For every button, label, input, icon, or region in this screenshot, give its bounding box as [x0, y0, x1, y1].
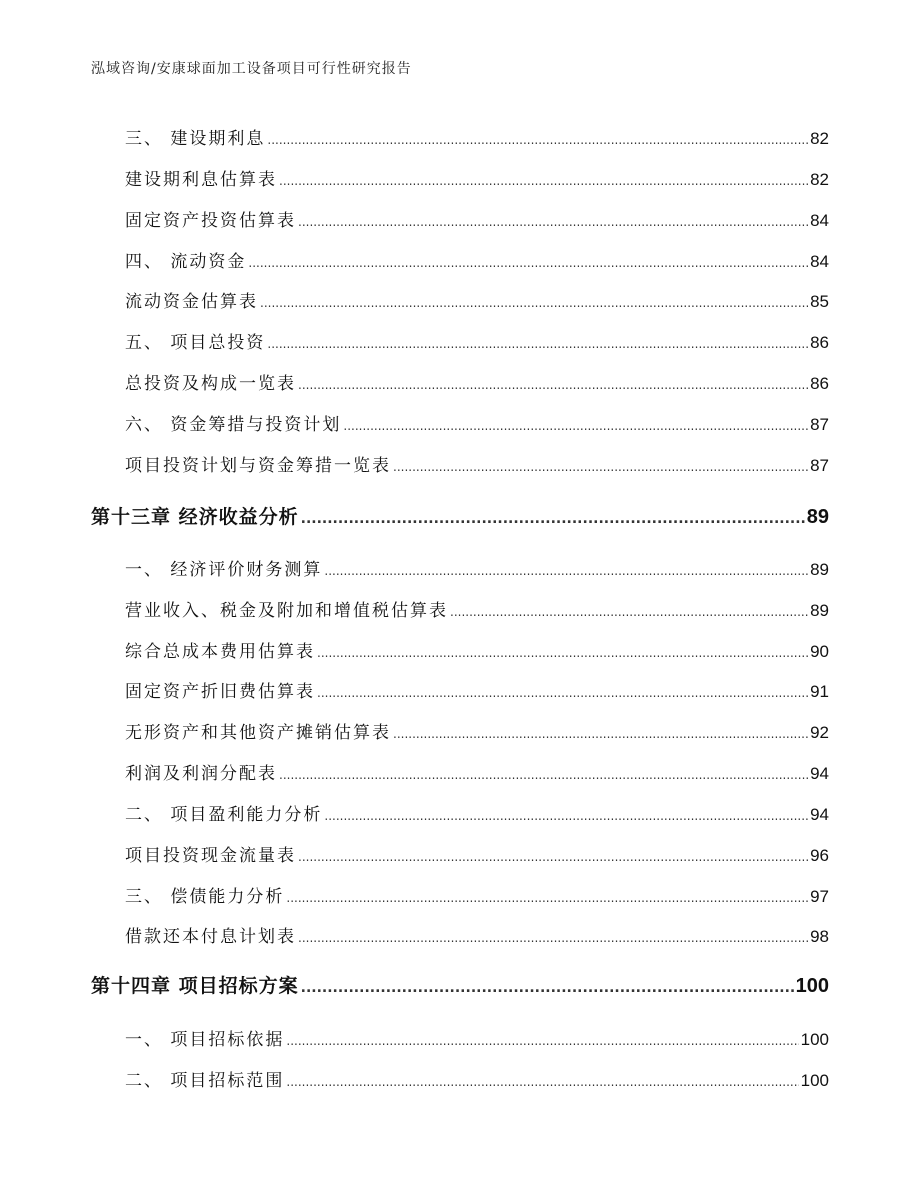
- dot-leader: [267, 129, 808, 149]
- toc-entry[interactable]: [125, 369, 829, 394]
- dot-leader: [298, 846, 808, 866]
- toc-entry-page: 84: [810, 252, 829, 271]
- toc-entry[interactable]: [125, 637, 829, 662]
- toc-entry-title: 固定资产投资估算表: [125, 211, 296, 231]
- toc-chapter-entry[interactable]: [91, 971, 829, 998]
- toc-entry-title: 一、 项目招标依据: [125, 1030, 285, 1050]
- toc-entry[interactable]: [125, 287, 829, 312]
- toc-chapter-title: 第十四章 项目招标方案: [91, 975, 299, 997]
- dot-leader: [450, 601, 808, 621]
- toc-entry-page: 100: [800, 1071, 829, 1090]
- dot-leader: [324, 805, 808, 825]
- toc-entry-page: 97: [810, 887, 829, 906]
- toc-entry-page: 89: [810, 601, 829, 620]
- toc-entry-page: 96: [810, 846, 829, 865]
- dot-leader: [286, 1071, 798, 1091]
- toc-entry-title: 六、 资金筹措与投资计划: [125, 415, 342, 435]
- toc-entry-page: 87: [810, 415, 829, 434]
- toc-entry[interactable]: [125, 922, 829, 947]
- dot-leader: [301, 506, 805, 528]
- toc-entry[interactable]: [125, 555, 829, 580]
- toc-entry-title: 营业收入、税金及附加和增值税估算表: [125, 601, 448, 621]
- toc-entry[interactable]: [125, 1066, 829, 1091]
- toc-entry-page: 94: [810, 805, 829, 824]
- dot-leader: [248, 252, 808, 272]
- dot-leader: [286, 1030, 798, 1050]
- toc-entry-title: 二、 项目盈利能力分析: [125, 805, 323, 825]
- running-header: 泓域咨询/安康球面加工设备项目可行性研究报告: [91, 61, 412, 77]
- toc-entry[interactable]: [125, 718, 829, 743]
- toc-entry-title: 三、 建设期利息: [125, 129, 266, 149]
- toc-entry-page: 94: [810, 764, 829, 783]
- toc-entry-title: 综合总成本费用估算表: [125, 642, 315, 662]
- dot-leader: [317, 642, 808, 662]
- toc-entry-title: 四、 流动资金: [125, 252, 247, 272]
- toc-entry-page: 92: [810, 723, 829, 742]
- toc-entry[interactable]: [125, 247, 829, 272]
- toc-entry[interactable]: [125, 677, 829, 702]
- toc-entry-page: 82: [810, 129, 829, 148]
- toc-entry-page: 86: [810, 333, 829, 352]
- toc-entry[interactable]: [125, 124, 829, 149]
- toc-entry-title: 流动资金估算表: [125, 292, 258, 312]
- toc-chapter-page: 100: [795, 975, 829, 997]
- dot-leader: [393, 456, 808, 476]
- toc-entry-page: 91: [810, 682, 829, 701]
- toc-entry-page: 90: [810, 642, 829, 661]
- toc-entry[interactable]: [125, 165, 829, 190]
- toc-entry-page: 100: [800, 1030, 829, 1049]
- toc-entry[interactable]: [125, 596, 829, 621]
- toc-entry[interactable]: [125, 410, 829, 435]
- toc-entry-title: 五、 项目总投资: [125, 333, 266, 353]
- toc-entry-page: 87: [810, 456, 829, 475]
- toc-entry[interactable]: [125, 328, 829, 353]
- dot-leader: [298, 927, 808, 947]
- dot-leader: [393, 723, 808, 743]
- toc-entry-title: 利润及利润分配表: [125, 764, 277, 784]
- toc-entry[interactable]: [125, 759, 829, 784]
- dot-leader: [260, 292, 808, 312]
- toc-entry-page: 89: [810, 560, 829, 579]
- toc-entry-title: 三、 偿债能力分析: [125, 887, 285, 907]
- dot-leader: [279, 170, 808, 190]
- toc-entry-title: 借款还本付息计划表: [125, 927, 296, 947]
- dot-leader: [298, 374, 808, 394]
- toc-entry-title: 项目投资现金流量表: [125, 846, 296, 866]
- toc-entry[interactable]: [125, 841, 829, 866]
- toc-entry[interactable]: [125, 451, 829, 476]
- toc-chapter-title: 第十三章 经济收益分析: [91, 506, 299, 528]
- toc-entry-title: 建设期利息估算表: [125, 170, 277, 190]
- toc-entry-page: 98: [810, 927, 829, 946]
- toc-entry-title: 固定资产折旧费估算表: [125, 682, 315, 702]
- dot-leader: [267, 333, 808, 353]
- dot-leader: [301, 975, 794, 997]
- toc-entry-page: 86: [810, 374, 829, 393]
- toc-entry[interactable]: [125, 882, 829, 907]
- dot-leader: [279, 764, 808, 784]
- toc-entry-title: 一、 经济评价财务测算: [125, 560, 323, 580]
- toc-entry-title: 项目投资计划与资金筹措一览表: [125, 456, 391, 476]
- toc-entry-page: 85: [810, 292, 829, 311]
- toc-entry-page: 84: [810, 211, 829, 230]
- toc-entry[interactable]: [125, 800, 829, 825]
- dot-leader: [298, 211, 808, 231]
- toc-entry[interactable]: [125, 1025, 829, 1050]
- toc-entry-title: 总投资及构成一览表: [125, 374, 296, 394]
- toc-entry-title: 二、 项目招标范围: [125, 1071, 285, 1091]
- dot-leader: [324, 560, 808, 580]
- toc-entry[interactable]: [125, 206, 829, 231]
- toc-chapter-page: 89: [806, 506, 829, 528]
- dot-leader: [343, 415, 808, 435]
- toc-chapter-entry[interactable]: [91, 502, 829, 529]
- toc-entry-page: 82: [810, 170, 829, 189]
- dot-leader: [317, 682, 808, 702]
- dot-leader: [286, 887, 808, 907]
- toc-entry-title: 无形资产和其他资产摊销估算表: [125, 723, 391, 743]
